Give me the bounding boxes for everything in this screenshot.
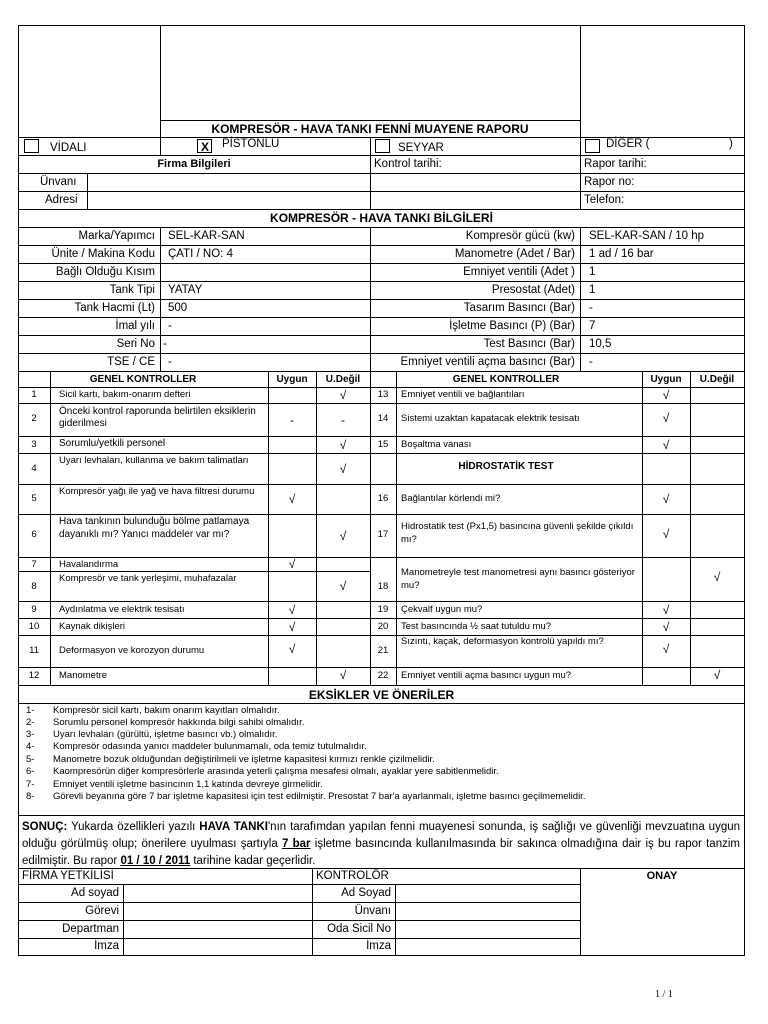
type-seyyar-label: SEYYAR	[398, 142, 444, 154]
conclusion-pressure: 7 bar	[282, 838, 311, 850]
deficiency-no: 1-	[26, 705, 35, 716]
type-diger-label: DİĞER (	[606, 138, 650, 150]
controller-field-label: Ad Soyad	[341, 887, 391, 899]
deficiency-text: Kompresör sicil kartı, bakım onarım kayıtları olmalıdır.	[53, 705, 280, 716]
conclusion-object: HAVA TANKI	[199, 821, 268, 833]
info-left-label: Seri No	[116, 338, 155, 350]
info-left-value: YATAY	[168, 284, 203, 296]
deficiency-no: 4-	[26, 741, 35, 752]
col-ok-header: Uygun	[650, 374, 682, 385]
report-title: KOMPRESÖR - HAVA TANKI FENNİ MUAYENE RAPORU	[211, 122, 529, 136]
control-text: Uyarı levhaları, kullanma ve bakım talimatları	[59, 455, 249, 466]
control-text: Sistemi uzaktan kapatacak elektrik tesisatı	[401, 413, 580, 424]
control-no: 14	[377, 413, 389, 424]
info-right-value: 7	[589, 320, 596, 332]
control-text: Aydınlatma ve elektrik tesisatı	[59, 604, 185, 615]
type-seyyar-checkbox[interactable]	[375, 139, 390, 153]
info-left-label: TSE / CE	[107, 356, 155, 368]
control-ok-mark: √	[288, 620, 296, 634]
info-left-value: ÇATI / NO: 4	[168, 248, 233, 260]
control-nok-mark: √	[339, 462, 347, 476]
control-no: 13	[377, 389, 389, 400]
info-left-label: Tank Hacmi (Lt)	[74, 302, 155, 314]
control-text: Kaynak dikişleri	[59, 621, 125, 632]
control-nok-mark: √	[339, 438, 347, 452]
control-ok-mark: √	[662, 603, 670, 617]
deficiency-text: Emniyet ventili işletme basıncının 1,1 katında devreye girmelidir.	[53, 779, 323, 790]
conclusion-part3: işletme basıncında kullanılmasında bir sakınca olmadığına dair iş bu rapor tanzim edilmiştir. Bu rapor	[22, 838, 740, 867]
deficiency-no: 2-	[26, 717, 35, 728]
company-signatory-header: FİRMA YETKİLİSİ	[22, 870, 114, 882]
conclusion-part2: 'nın tarafımdan yapılan fenni muayenesi sonunda, iş sağlığı ve güvenliği mevzuatına uygun olduğu görülmüş olup; önerilere uyulması şartıyla	[22, 821, 741, 850]
type-pistonlu-checkbox[interactable]	[197, 139, 212, 153]
control-ok-mark: √	[662, 620, 670, 634]
control-text: Sızıntı, kaçak, deformasyon kontrolü yapıldı mı?	[401, 636, 604, 647]
control-no: 21	[377, 645, 389, 656]
control-no: 12	[28, 670, 40, 681]
control-no: 15	[377, 439, 389, 450]
deficiency-no: 8-	[26, 791, 35, 802]
company-title-label: Ünvanı	[40, 176, 77, 188]
info-right-label: Kompresör gücü (kw)	[465, 230, 575, 242]
company-field-label: Görevi	[85, 905, 119, 917]
info-right-value: 1 ad / 16 bar	[589, 248, 654, 260]
conclusion-label: SONUÇ:	[22, 821, 68, 833]
info-left-value: -	[168, 320, 172, 332]
control-text: Emniyet ventili ve bağlantıları	[401, 389, 525, 400]
deficiency-text: Kompresör odasında yanıcı maddeler bulunmamalı, oda temiz tutulmalıdır.	[53, 741, 367, 752]
control-no: 10	[28, 621, 40, 632]
info-right-value: 1	[589, 266, 596, 278]
controller-field-label: Oda Sicil No	[327, 923, 391, 935]
control-text: Çekvalf uygun mu?	[401, 604, 483, 615]
control-ok-mark: √	[662, 388, 670, 402]
phone-label: Telefon:	[584, 194, 625, 206]
control-text: Önceki kontrol raporunda belirtilen eksiklerin giderilmesi	[59, 406, 256, 429]
control-nok-mark: √	[339, 668, 347, 682]
control-no: 6	[31, 529, 37, 540]
control-nok-mark: √	[713, 668, 721, 682]
control-text: Manometre	[59, 670, 108, 681]
type-pistonlu-mark: X	[201, 140, 210, 154]
info-left-value: -	[163, 338, 167, 350]
control-ok-mark: √	[288, 492, 296, 506]
controller-field-label: İmza	[366, 940, 391, 952]
control-nok-mark: √	[339, 579, 347, 593]
company-field-label: Ad soyad	[71, 887, 119, 899]
control-no: 4	[31, 463, 37, 474]
deficiency-text: Uyarı levhaları (gürültü, işletme basıncı vb.) olmalıdır.	[53, 729, 278, 740]
type-pistonlu-label: PİSTONLU	[222, 138, 280, 150]
info-right-label: Test Basıncı (Bar)	[483, 338, 575, 350]
info-right-label: Presostat (Adet)	[491, 284, 575, 296]
type-diger-close: )	[729, 138, 733, 150]
control-no: 5	[31, 493, 37, 504]
info-right-value: 10,5	[589, 338, 612, 350]
control-no: 22	[377, 670, 389, 681]
deficiency-text: Manometre bozuk olduğundan değiştirilmeli ve işletme kapasitesi kırmızı renkle çizilmelidir.	[53, 754, 435, 765]
control-ok-mark: √	[288, 642, 296, 656]
control-no: 2	[31, 413, 37, 424]
company-address-label: Adresi	[45, 194, 78, 206]
deficiency-text: Kaompresörün diğer kompresörlerle arasında yeterli çalışma mesafesi olmalı, ayaklar yere sabitlenmelidir.	[53, 766, 499, 777]
control-no: 19	[377, 604, 389, 615]
info-right-label: İşletme Basıncı (P) (Bar)	[449, 320, 575, 332]
hydrostatic-test-header: HİDROSTATİK TEST	[458, 461, 554, 472]
deficiencies-header: EKSİKLER VE ÖNERİLER	[308, 688, 455, 702]
info-right-value: SEL-KAR-SAN / 10 hp	[589, 230, 705, 242]
control-text: Deformasyon ve korozyon durumu	[59, 645, 205, 656]
control-text: Hava tankının bulunduğu bölme patlamaya dayanıklı mı? Yanıcı maddeler var mı?	[59, 516, 250, 540]
page-number: 1 / 1	[655, 989, 673, 1000]
info-left-label: Bağlı Olduğu Kısım	[55, 266, 155, 278]
control-text: Sorumlu/yetkili personel	[59, 438, 166, 449]
control-ok-mark: √	[662, 492, 670, 506]
controls-header-right: GENEL KONTROLLER	[452, 374, 560, 385]
deficiency-no: 5-	[26, 754, 35, 765]
info-left-value: SEL-KAR-SAN	[168, 230, 245, 242]
control-no: 8	[31, 581, 37, 592]
info-left-value: 500	[168, 302, 188, 314]
control-no: 9	[31, 604, 37, 615]
control-text: Test basıncında ½ saat tutuldu mu?	[401, 621, 551, 632]
report-date-label: Rapor tarihi:	[584, 158, 647, 170]
approval-header: ONAY	[646, 870, 678, 882]
deficiency-text: Sorumlu personel kompresör hakkında bilgi sahibi olmalıdır.	[53, 717, 305, 728]
control-no: 20	[377, 621, 389, 632]
info-right-value: -	[589, 356, 593, 368]
type-vidali-checkbox[interactable]	[24, 139, 39, 153]
control-text: Kompresör ve tank yerleşimi, muhafazalar	[59, 573, 237, 584]
info-right-label: Manometre (Adet / Bar)	[454, 248, 575, 260]
control-no: 16	[377, 493, 389, 504]
col-ok-header: Uygun	[276, 374, 308, 385]
control-no: 18	[377, 581, 389, 592]
control-ok-mark: √	[662, 527, 670, 541]
conclusion-part1: Yukarda özellikleri yazılı	[67, 821, 200, 833]
control-nok-mark: √	[339, 388, 347, 402]
info-left-label: İmal yılı	[115, 320, 155, 332]
deficiency-no: 7-	[26, 779, 35, 790]
info-right-label: Emniyet ventili açma basıncı (Bar)	[400, 356, 575, 368]
control-ok-mark: -	[290, 413, 294, 427]
col-nok-header: U.Değil	[699, 374, 735, 385]
deficiency-no: 3-	[26, 729, 35, 740]
col-nok-header: U.Değil	[325, 374, 361, 385]
control-no: 7	[31, 559, 37, 570]
control-text: Havalandırma	[59, 559, 119, 570]
conclusion-text	[22, 819, 740, 870]
info-left-label: Tank Tipi	[109, 284, 155, 296]
control-nok-mark: -	[341, 413, 345, 427]
info-left-value: -	[168, 356, 172, 368]
deficiency-no: 6-	[26, 766, 35, 777]
control-text: Kompresör yağı ile yağ ve hava filtresi durumu	[59, 486, 255, 497]
type-vidali-label: VİDALI	[50, 142, 87, 154]
control-no: 1	[31, 389, 37, 400]
company-field-label: İmza	[94, 940, 119, 952]
control-text: Emniyet ventili açma basıncı uygun mu?	[401, 670, 572, 681]
deficiency-text: Görevli beyanına göre 7 bar işletme kapasitesi için test edilmiştir. Presostat 7 bar'a ayarlanmalı, işletme basıncı geçilmemelidir.	[53, 791, 586, 802]
company-field-label: Departman	[62, 923, 119, 935]
info-right-value: 1	[589, 284, 596, 296]
type-diger-checkbox[interactable]	[585, 139, 600, 153]
info-left-label: Marka/Yapımcı	[78, 230, 155, 242]
info-right-label: Tasarım Basıncı (Bar)	[463, 302, 575, 314]
info-right-value: -	[589, 302, 593, 314]
control-text: Boşaltma vanası	[401, 439, 472, 450]
control-date-label: Kontrol tarihi:	[374, 158, 442, 170]
control-ok-mark: √	[662, 642, 670, 656]
control-ok-mark: √	[662, 438, 670, 452]
info-header: KOMPRESÖR - HAVA TANKI BİLGİLERİ	[270, 211, 493, 225]
control-text: Manometreyle test manometresi aynı basıncı gösteriyor mu?	[401, 567, 635, 592]
control-no: 3	[31, 439, 37, 450]
control-nok-mark: √	[713, 570, 721, 584]
conclusion-date: 01 / 10 / 2011	[120, 855, 191, 867]
control-nok-mark: √	[339, 529, 347, 543]
company-header: Firma Bilgileri	[157, 158, 231, 170]
control-no: 17	[377, 529, 389, 540]
control-text: Bağlantılar körlendi mi?	[401, 493, 501, 504]
control-ok-mark: √	[662, 411, 670, 425]
controls-header-left: GENEL KONTROLLER	[89, 374, 197, 385]
controller-header: KONTROLÖR	[316, 870, 389, 882]
controller-field-label: Ünvanı	[354, 905, 391, 917]
info-right-label: Emniyet ventili (Adet )	[463, 266, 575, 278]
control-ok-mark: √	[288, 557, 296, 571]
control-text: Sicil kartı, bakım-onarım defteri	[59, 389, 191, 400]
control-no: 11	[29, 645, 39, 656]
control-text: Hidrostatik test (Px1,5) basıncına güvenli şekilde çıkıldı mı?	[401, 521, 634, 545]
control-ok-mark: √	[288, 603, 296, 617]
report-no-label: Rapor no:	[584, 176, 635, 188]
conclusion-part4: tarihine kadar geçerlidir.	[190, 855, 316, 867]
info-left-label: Ünite / Makina Kodu	[51, 248, 155, 260]
